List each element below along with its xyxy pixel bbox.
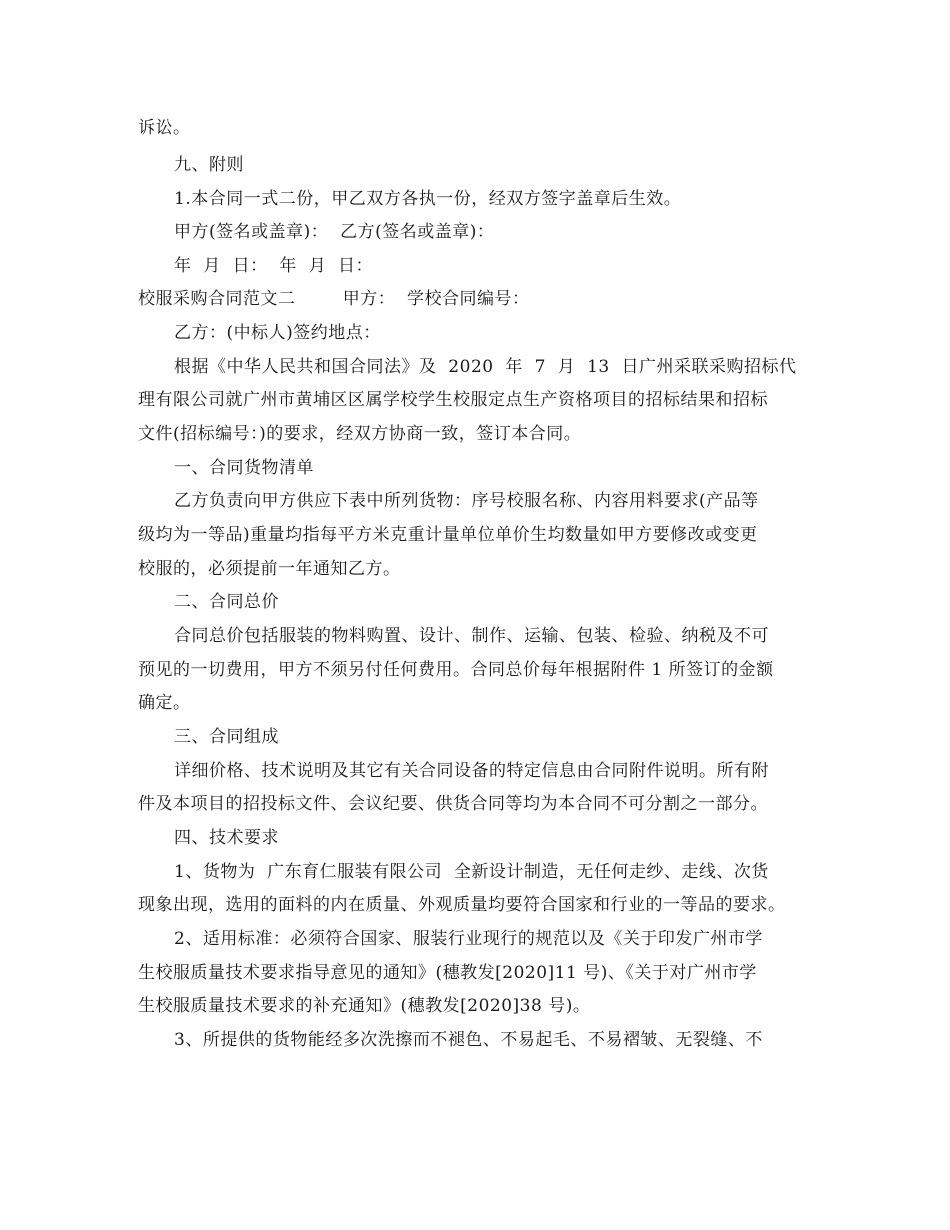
paragraph-line: 件及本项目的招投标文件、会议纪要、供货合同等均为本合同不可分割之一部分。 <box>138 794 768 814</box>
section-heading-goods-list: 一、合同货物清单 <box>174 458 314 478</box>
paragraph-line: 乙方负责向甲方供应下表中所列货物：序号校服名称、内容用料要求(产品等 <box>174 491 759 511</box>
paragraph-line: 生校服质量技术要求的补充通知》(穗教发[2020]38 号)。 <box>138 996 591 1016</box>
paragraph-line: 2、适用标准：必须符合国家、服装行业现行的规范以及《关于印发广州市学 <box>174 929 763 949</box>
party-b-line: 乙方：(中标人)签约地点： <box>174 323 381 343</box>
date-line: 年 月 日： 年 月 日： <box>174 256 374 276</box>
paragraph-line: 生校服质量技术要求指导意见的通知》(穗教发[2020]11 号)、《关于对广州市学 <box>138 963 757 983</box>
paragraph-line: 现象出现，选用的面料的内在质量、外观质量均要符合国家和行业的一等品的要求。 <box>138 895 786 915</box>
paragraph-line: 根据《中华人民共和国合同法》及 2020 年 7 月 13 日广州采联采购招标代 <box>174 357 797 377</box>
section-heading-total-price: 二、合同总价 <box>174 592 279 612</box>
paragraph-line: 详细价格、技术说明及其它有关合同设备的特定信息由合同附件说明。所有附 <box>174 761 769 781</box>
signature-line: 甲方(签名或盖章)： 乙方(签名或盖章)： <box>174 222 495 242</box>
paragraph-line: 级均为一等品)重量均指每平方米克重计量单位单价生均数量如甲方要修改或变更 <box>138 525 758 545</box>
contract-title-line: 校服采购合同范文二 甲方： 学校合同编号： <box>138 289 530 309</box>
section-heading-technical: 四、技术要求 <box>174 828 279 848</box>
paragraph-line: 预见的一切费用，甲方不须另付任何费用。合同总价每年根据附件 1 所签订的金额 <box>138 660 774 680</box>
text-line-1: 诉讼。 <box>138 118 191 138</box>
paragraph-line: 3、所提供的货物能经多次洗擦而不褪色、不易起毛、不易褶皱、无裂缝、不 <box>174 1030 763 1050</box>
paragraph-line: 文件(招标编号：)的要求，经双方协商一致，签订本合同。 <box>138 424 582 444</box>
text-line-3: 1.本合同一式二份，甲乙双方各执一份，经双方签字盖章后生效。 <box>174 189 682 209</box>
paragraph-line: 理有限公司就广州市黄埔区区属学校学生校服定点生产资格项目的招标结果和招标 <box>138 390 768 410</box>
paragraph-line: 校服的，必须提前一年通知乙方。 <box>138 559 401 579</box>
paragraph-line: 确定。 <box>138 693 191 713</box>
paragraph-line: 合同总价包括服装的物料购置、设计、制作、运输、包装、检验、纳税及不可 <box>174 626 769 646</box>
section-heading-appendix: 九、附则 <box>174 155 244 175</box>
section-heading-composition: 三、合同组成 <box>174 727 279 747</box>
paragraph-line: 1、货物为 广东育仁服装有限公司 全新设计制造，无任何走纱、走线、次货 <box>174 862 769 882</box>
